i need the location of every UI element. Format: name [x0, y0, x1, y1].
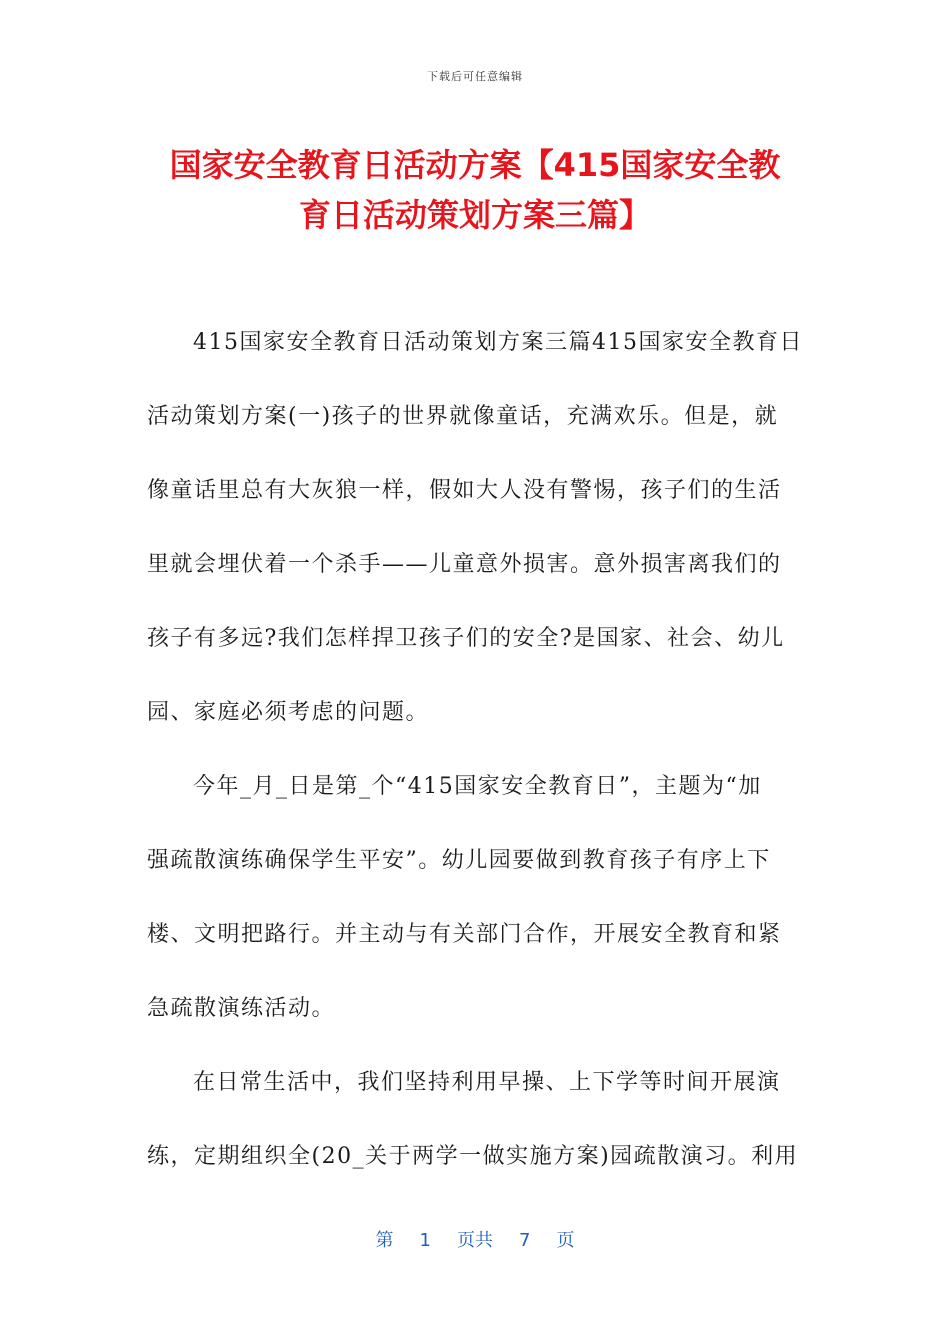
current-page-number: 1 [419, 1230, 431, 1251]
text-line: 楼、文明把路行。并主动与有关部门合作，开展安全教育和紧 [147, 922, 782, 947]
text-line: 孩子有多远?我们怎样捍卫孩子们的安全?是国家、社会、幼儿 [147, 626, 785, 651]
title-line-2: 育日活动策划方案三篇】 [298, 196, 651, 234]
header-note: 下载后可任意编辑 [427, 70, 523, 83]
paragraph-3 [147, 1058, 807, 1182]
text-line: 活动策划方案(一)孩子的世界就像童话，充满欢乐。但是，就 [147, 404, 779, 429]
document-body [147, 318, 807, 1206]
text-line: 像童话里总有大灰狼一样，假如大人没有警惕，孩子们的生活 [147, 478, 782, 503]
footer-middle: 页共 [457, 1230, 493, 1251]
paragraph-1 [147, 318, 807, 738]
footer-suffix: 页 [556, 1230, 575, 1251]
page-footer [0, 1226, 950, 1252]
document-title [130, 140, 820, 240]
text-line: 在日常生活中，我们坚持利用早操、上下学等时间开展演 [193, 1070, 781, 1095]
paragraph-2 [147, 762, 807, 1034]
text-line: 415国家安全教育日活动策划方案三篇415国家安全教育日 [193, 330, 803, 355]
text-line: 急疏散演练活动。 [147, 996, 336, 1021]
text-line: 里就会埋伏着一个杀手——儿童意外损害。意外损害离我们的 [147, 552, 782, 577]
text-line: 今年_月_日是第_个“415国家安全教育日”，主题为“加 [193, 774, 762, 799]
text-line: 练，定期组织全(20_关于两学一做实施方案)园疏散演习。利用 [147, 1144, 799, 1169]
total-page-count: 7 [519, 1230, 531, 1251]
text-line: 园、家庭必须考虑的问题。 [147, 700, 430, 725]
text-line: 强疏散演练确保学生平安”。幼儿园要做到教育孩子有序上下 [147, 848, 771, 873]
footer-prefix: 第 [375, 1230, 394, 1251]
title-line-1: 国家安全教育日活动方案【415国家安全教 [169, 146, 781, 184]
